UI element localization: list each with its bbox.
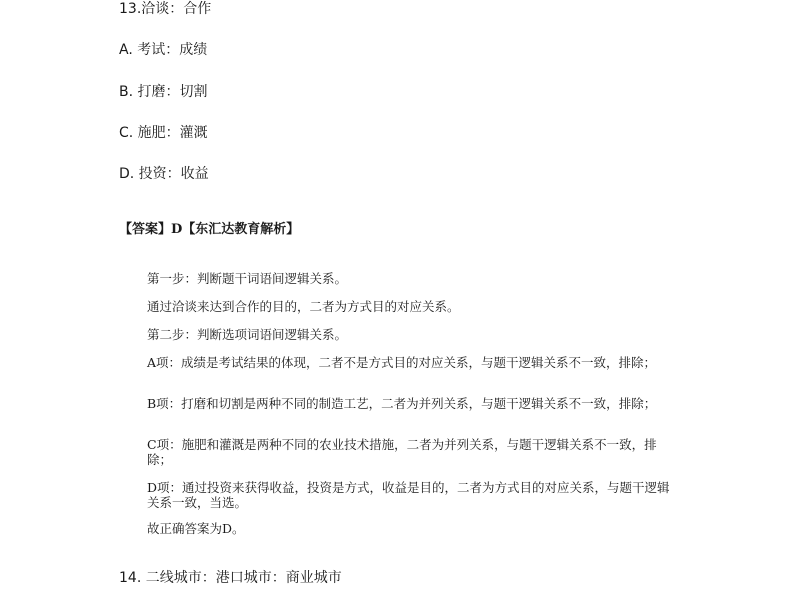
analysis-step-1: 第一步：判断题干词语间逻辑关系。	[147, 271, 348, 286]
analysis-option-b: B项：打磨和切割是两种不同的制造工艺，二者为并列关系，与题干逻辑关系不一致，排除；	[147, 396, 657, 411]
option-b: B. 打磨：切割	[119, 84, 208, 100]
question-14-stem: 14. 二线城市：港口城市：商业城市	[119, 570, 342, 586]
analysis-stem-relation: 通过洽谈来达到合作的目的，二者为方式目的对应关系。	[147, 299, 460, 314]
answer-header: 【答案】D【东汇达教育解析】	[119, 222, 300, 237]
option-d: D. 投资：收益	[119, 166, 209, 182]
question-13-stem: 13.洽谈：合作	[119, 1, 212, 17]
analysis-option-a: A项：成绩是考试结果的体现，二者不是方式目的对应关系，与题干逻辑关系不一致，排除；	[147, 355, 657, 370]
analysis-option-c: C项：施肥和灌溉是两种不同的农业技术措施，二者为并列关系，与题干逻辑关系不一致，排除；	[147, 437, 657, 467]
analysis-option-d: D项：通过投资来获得收益，投资是方式，收益是目的，二者为方式目的对应关系，与题干逻辑关系一致，当选。	[147, 480, 670, 510]
option-a: A. 考试：成绩	[119, 42, 208, 58]
analysis-conclusion: 故正确答案为D。	[147, 521, 245, 536]
analysis-step-2: 第二步：判断选项词语间逻辑关系。	[147, 327, 348, 342]
option-c: C. 施肥：灌溉	[119, 125, 208, 141]
